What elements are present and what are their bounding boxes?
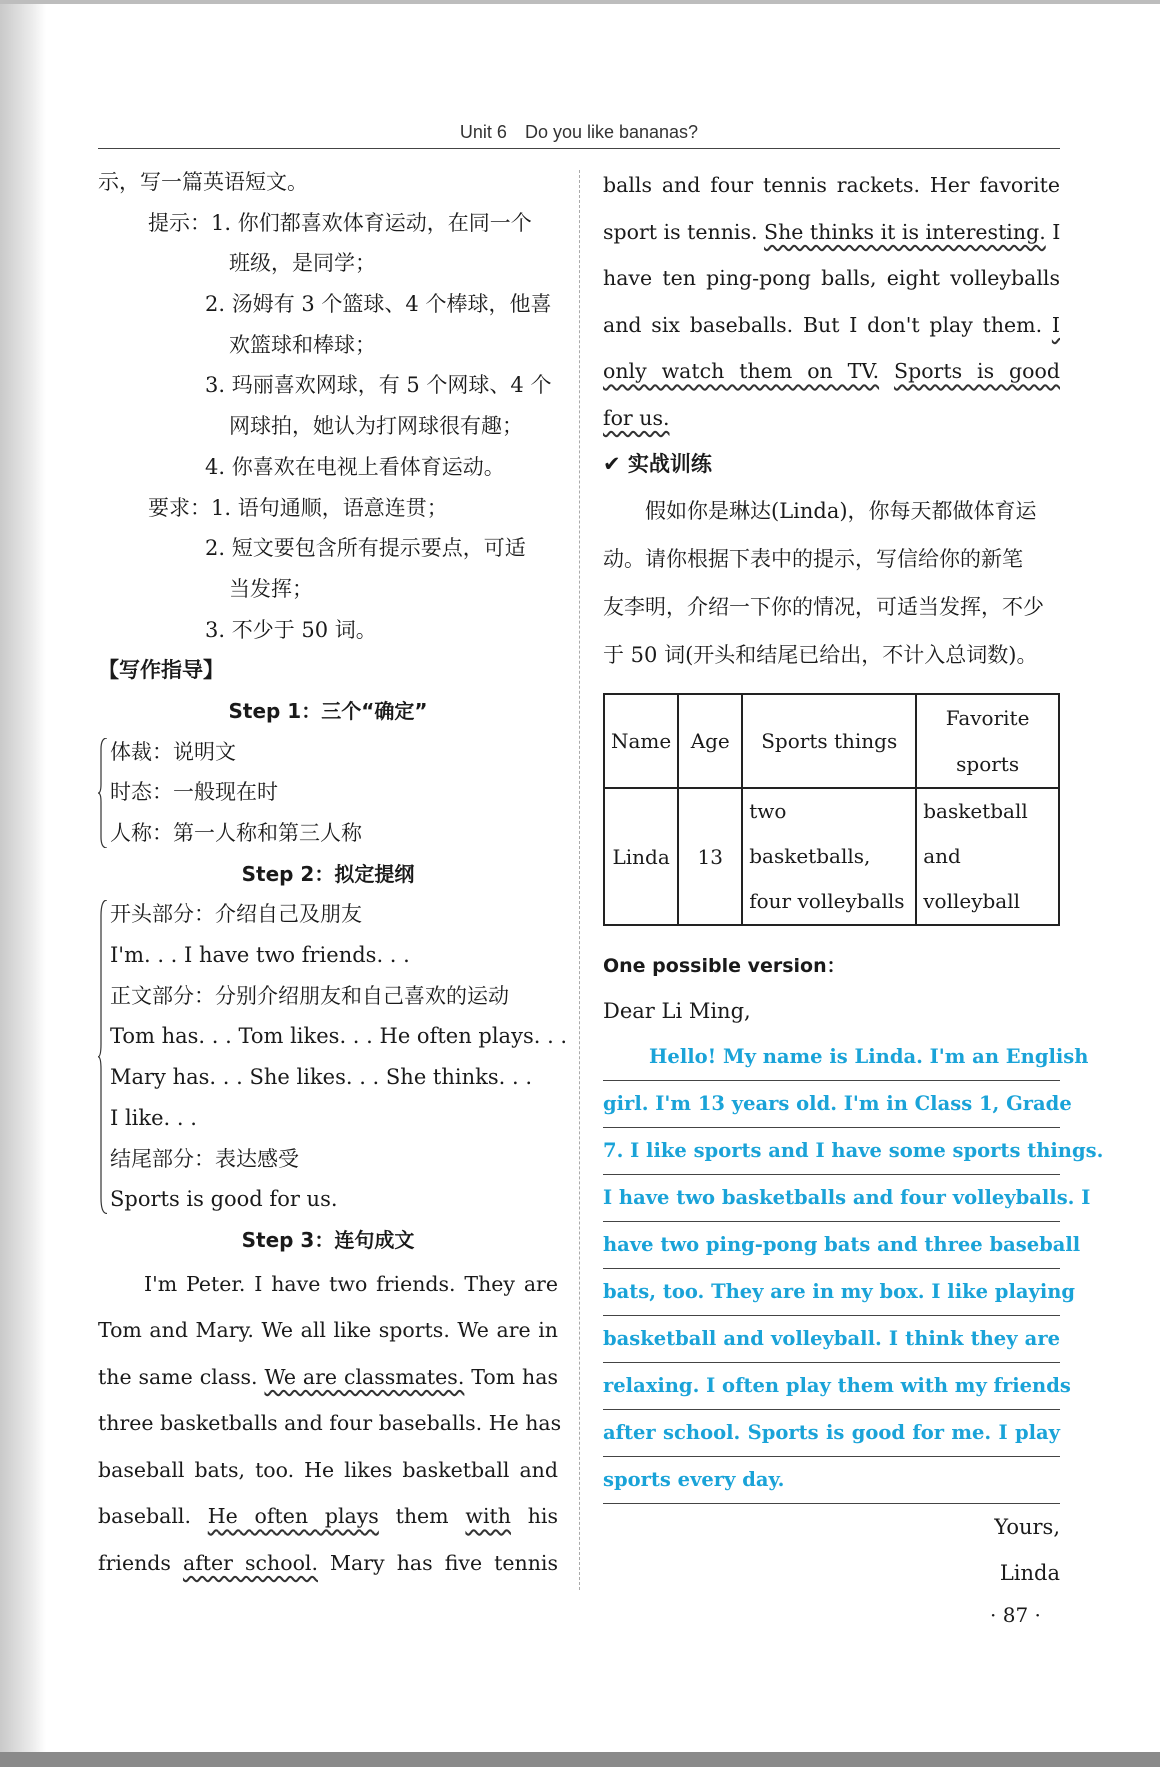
top-edge xyxy=(0,0,1160,4)
closing: Yours, xyxy=(994,1515,1060,1539)
answer-line: 7. I like sports and I have some sports things. xyxy=(603,1128,1060,1175)
answer-line: relaxing. I often play them with my friends xyxy=(603,1363,1060,1410)
essay-line: friends after school. Mary has five tennis xyxy=(98,1550,558,1575)
step3-title: Step 3：连句成文 xyxy=(241,1227,415,1252)
brace-icon xyxy=(98,900,108,1214)
td-favorite: basketball and volleyball xyxy=(916,788,1059,925)
table-row xyxy=(604,788,1059,925)
answer-line: bats, too. They are in my box. I like playing xyxy=(603,1269,1060,1316)
hint-3b: 网球拍，她认为打网球很有趣； xyxy=(229,414,523,439)
hint-2a: 2. 汤姆有 3 个篮球、4 个棒球，他喜 xyxy=(205,292,552,317)
answer-line: after school. Sports is good for me. I play xyxy=(603,1410,1060,1457)
th-sports-things: Sports things xyxy=(742,694,916,788)
essay xyxy=(98,1261,562,1587)
essay-line: baseball. He often plays them with his xyxy=(98,1504,559,1529)
version-label: One possible version： xyxy=(603,955,846,977)
answer-line: basketball and volleyball. I think they are xyxy=(603,1316,1060,1363)
step1-item: 体裁：说明文 xyxy=(110,739,236,764)
task-text xyxy=(603,487,1060,679)
step1-list xyxy=(98,732,558,854)
essay-line: sport is tennis. She thinks it is interesting. I xyxy=(603,219,1061,244)
guide-title: 【写作指导】 xyxy=(98,658,224,683)
step2-title: Step 2：拟定提纲 xyxy=(241,861,415,886)
step2-item: I'm. . . I have two friends. . . xyxy=(110,943,410,968)
task-line: 动。请你根据下表中的提示，写信给你的新笔 xyxy=(603,547,1023,571)
check-icon: ✔ xyxy=(603,452,621,476)
req-1: 要求：1. 语句通顺，语意连贯； xyxy=(148,495,448,520)
essay-continued xyxy=(603,162,1060,441)
column-divider xyxy=(579,170,580,1590)
td-name: Linda xyxy=(604,788,678,925)
th-name: Name xyxy=(604,694,678,788)
answer-text xyxy=(603,1034,1104,1504)
essay-line: the same class. We are classmates. Tom has xyxy=(98,1364,558,1389)
hint-2b: 欢篮球和棒球； xyxy=(229,332,376,357)
essay-line: I'm Peter. I have two friends. They are xyxy=(144,1271,558,1296)
req-3: 3. 不少于 50 词。 xyxy=(205,617,377,642)
req-label: 要求： xyxy=(148,495,211,520)
hint-1b: 班级，是同学； xyxy=(229,251,376,276)
essay-line: and six baseballs. But I don't play them. I xyxy=(603,312,1060,337)
brace-icon xyxy=(98,738,108,848)
td-age: 13 xyxy=(678,788,742,925)
step2-list xyxy=(98,894,568,1220)
header-rule xyxy=(98,148,1060,149)
step2-item: Mary has. . . She likes. . . She thinks. . . xyxy=(110,1065,532,1090)
step1-title: Step 1：三个“确定” xyxy=(228,698,428,723)
step2-item: Tom has. . . Tom likes. . . He often plays. . . xyxy=(110,1024,568,1049)
page-number: · 87 · xyxy=(990,1603,1041,1627)
req-2a: 2. 短文要包含所有提示要点，可适 xyxy=(205,536,526,561)
hint-3a: 3. 玛丽喜欢网球，有 5 个网球、4 个 xyxy=(205,373,552,398)
req-2b: 当发挥； xyxy=(229,576,313,601)
info-table xyxy=(603,693,1060,926)
essay-line: have ten ping-pong balls, eight volleyballs xyxy=(603,266,1060,290)
page-left-shadow xyxy=(0,0,46,1767)
hint-1a: 提示：1. 你们都喜欢体育运动，在同一个 xyxy=(148,210,532,235)
answer-line: girl. I'm 13 years old. I'm in Class 1, Grade xyxy=(603,1081,1060,1128)
essay-line: Tom and Mary. We all like sports. We are in xyxy=(98,1318,558,1343)
running-header: Unit 6 Do you like bananas? xyxy=(459,122,699,142)
task-line: 友李明，介绍一下你的情况，可适当发挥，不少 xyxy=(603,595,1044,619)
task-line: 于 50 词(开头和结尾已给出，不计入总词数)。 xyxy=(603,643,1038,667)
essay-line: only watch them on TV. Sports is good xyxy=(603,359,1060,383)
greeting: Dear Li Ming, xyxy=(603,999,751,1023)
essay-line: baseball bats, too. He likes basketball and xyxy=(98,1457,558,1482)
th-age: Age xyxy=(678,694,742,788)
table-header-row xyxy=(604,694,1059,788)
answer-line: Hello! My name is Linda. I'm an English xyxy=(603,1034,1060,1081)
step2-item: 开头部分：介绍自己及朋友 xyxy=(110,902,362,927)
left-column xyxy=(98,162,568,1586)
right-column xyxy=(603,162,1104,1596)
step2-item: 结尾部分：表达感受 xyxy=(110,1146,299,1171)
td-sports-things: two basketballs, four volleyballs xyxy=(742,788,916,925)
task-line: 假如你是琳达(Linda)，你每天都做体育运 xyxy=(645,499,1037,523)
essay-line: three basketballs and four baseballs. He has xyxy=(98,1411,562,1436)
hint-4: 4. 你喜欢在电视上看体育运动。 xyxy=(205,454,505,479)
intro-line: 示，写一篇英语短文。 xyxy=(98,170,308,194)
answer-line: sports every day. xyxy=(603,1457,1060,1504)
hints-label: 提示： xyxy=(148,210,211,235)
step2-item: Sports is good for us. xyxy=(110,1187,338,1212)
answer-line: have two ping-pong bats and three baseball xyxy=(603,1222,1060,1269)
step1-item: 时态：一般现在时 xyxy=(110,780,278,805)
th-favorite: Favorite sports xyxy=(916,694,1059,788)
step1-item: 人称：第一人称和第三人称 xyxy=(110,821,362,845)
signature: Linda xyxy=(999,1561,1060,1585)
bottom-edge xyxy=(0,1752,1160,1767)
essay-line: for us. xyxy=(603,405,670,430)
step2-item: 正文部分：分别介绍朋友和自己喜欢的运动 xyxy=(110,983,509,1008)
answer-line: I have two basketballs and four volleyballs. I xyxy=(603,1175,1060,1222)
essay-line: balls and four tennis rackets. Her favorite xyxy=(603,173,1060,197)
practice-heading: ✔ 实战训练 xyxy=(603,452,712,476)
step2-item: I like. . . xyxy=(110,1105,197,1130)
